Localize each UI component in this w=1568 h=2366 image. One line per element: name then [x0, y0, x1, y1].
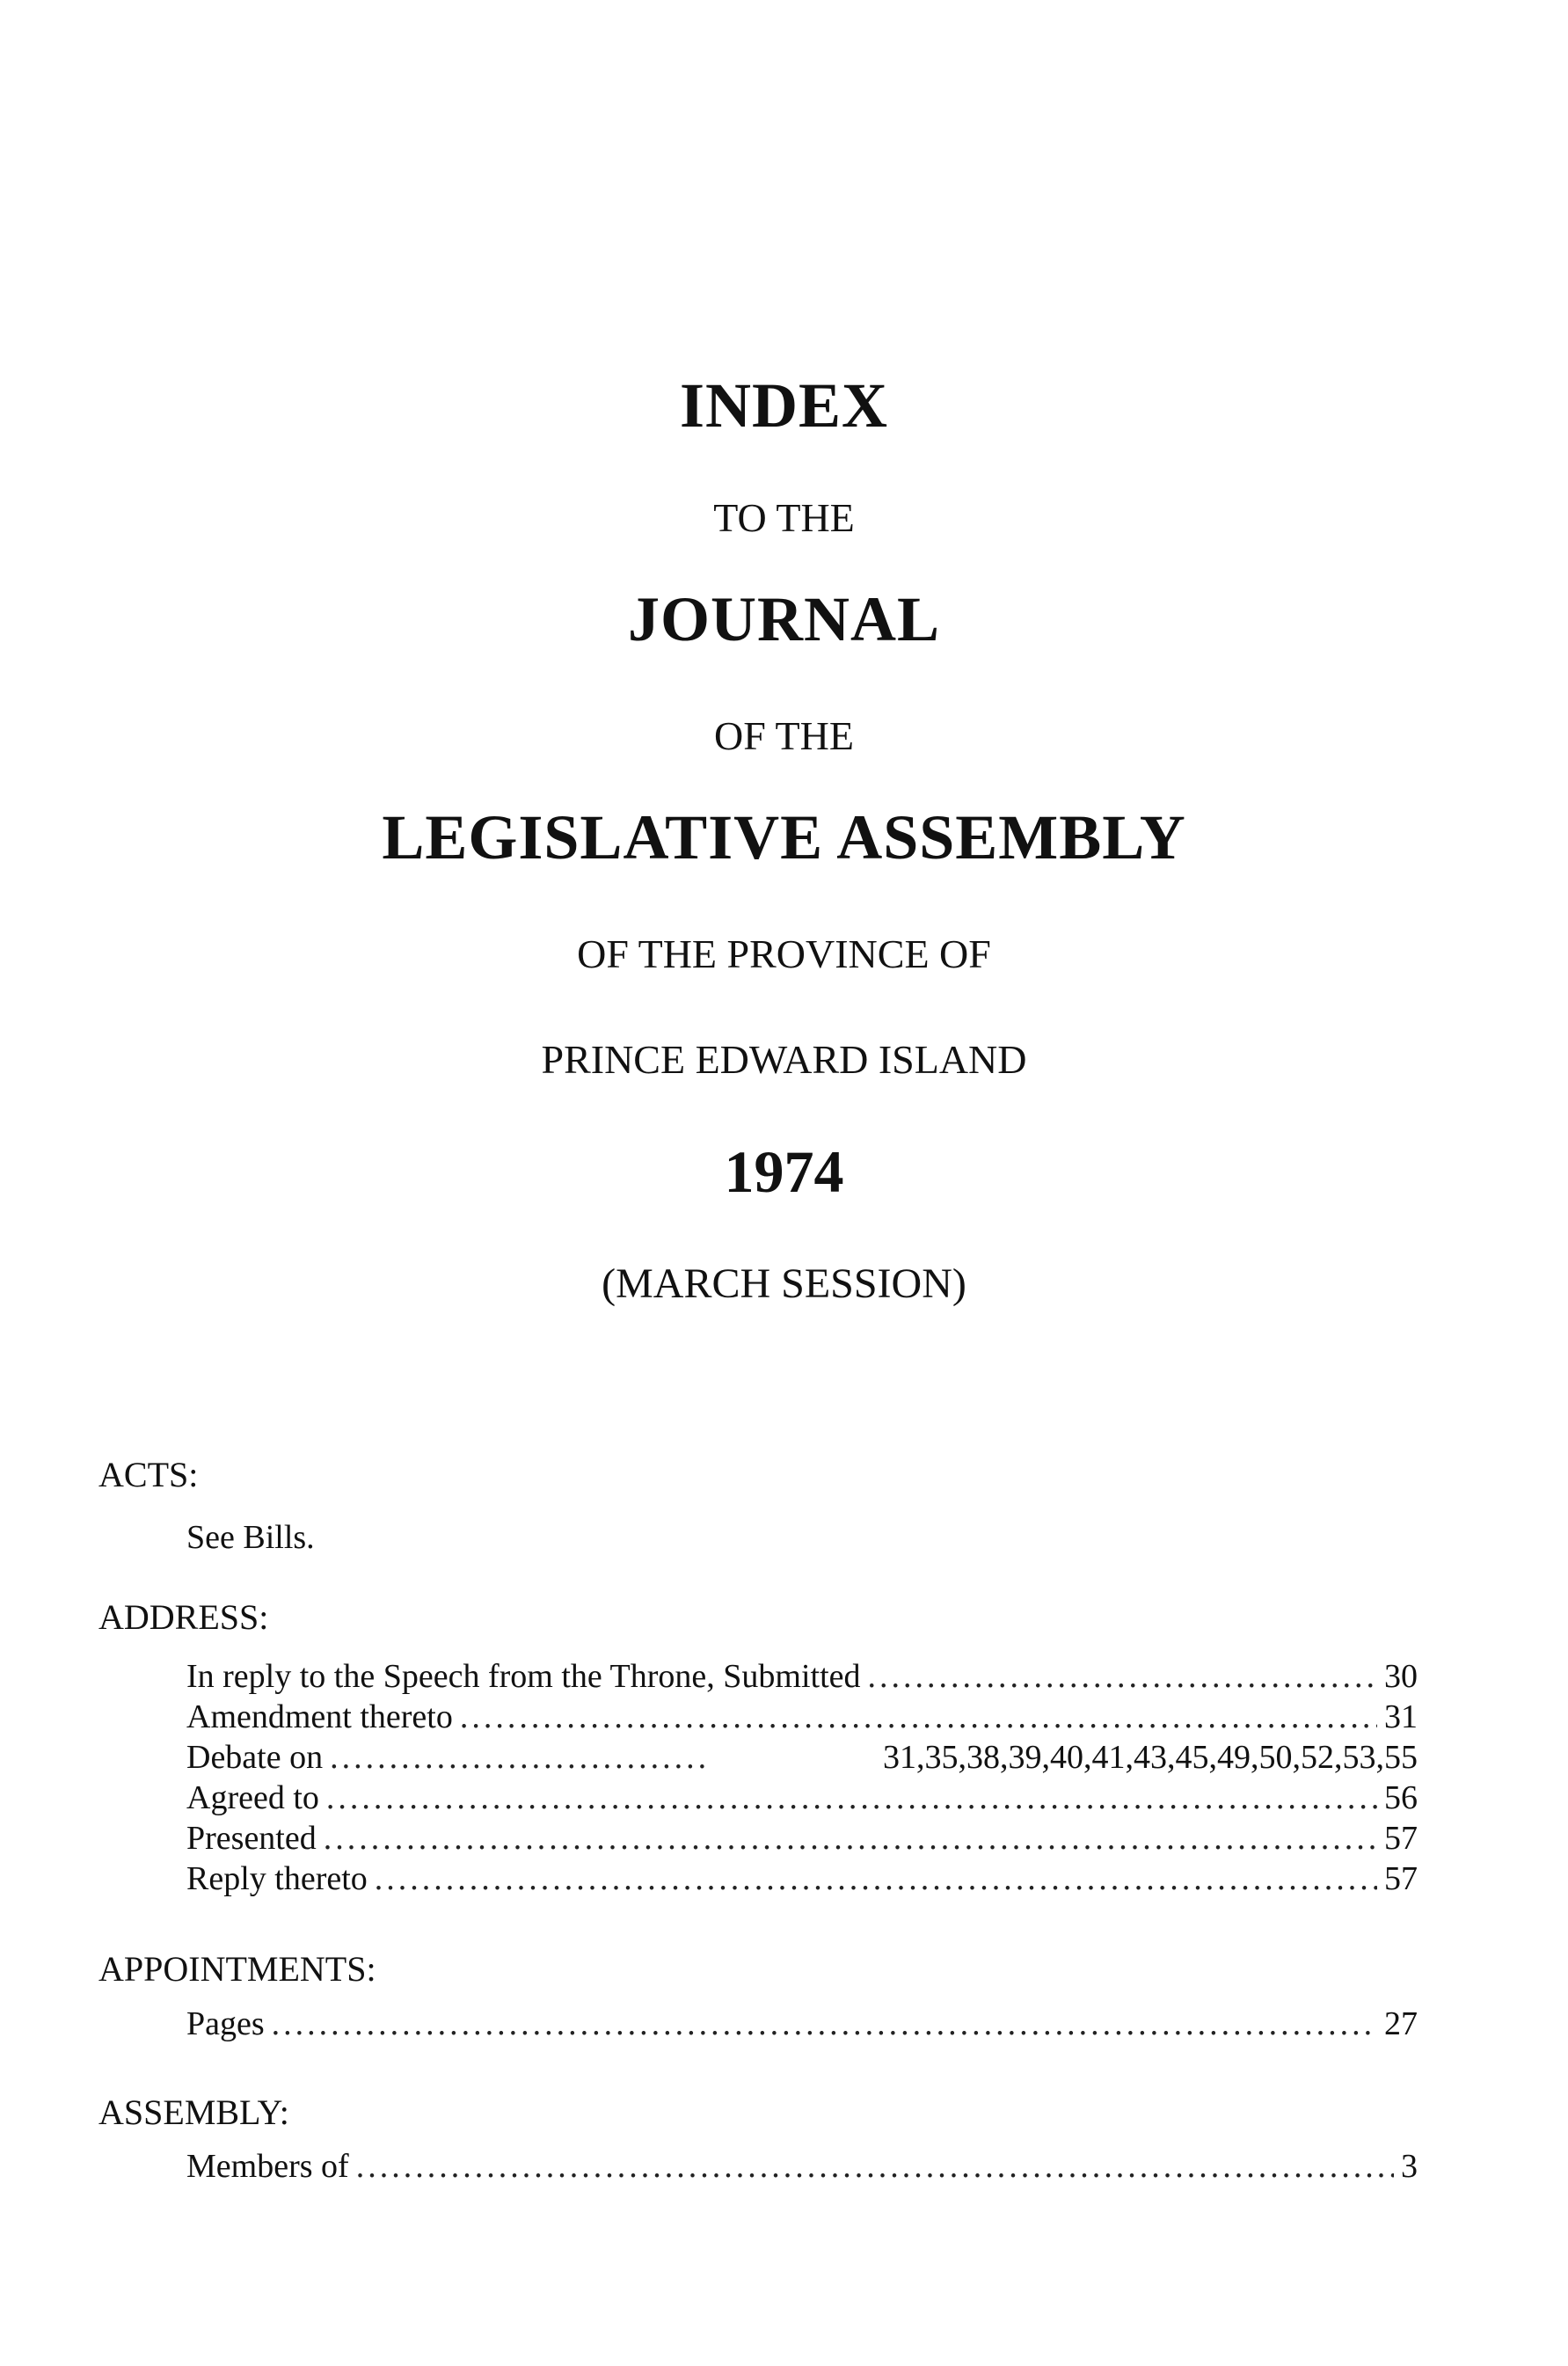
index-entry: [186, 1697, 1418, 1737]
entry-label: In reply to the Speech from the Throne, Submitted: [186, 1658, 861, 1695]
dot-leader: [330, 1737, 708, 1778]
heading-assembly: ASSEMBLY:: [98, 2092, 289, 2132]
entry-label: Reply thereto: [186, 1860, 368, 1897]
heading-acts: ACTS:: [98, 1455, 199, 1494]
heading-appointments: APPOINTMENTS:: [98, 1949, 376, 1989]
dot-leader: [356, 2146, 1394, 2187]
index-entry: [186, 2004, 1418, 2044]
index-entry: [186, 1778, 1418, 1818]
index-entry: [186, 1818, 1418, 1858]
index-entry: [186, 1858, 1418, 1899]
entry-label: Members of: [186, 2148, 349, 2185]
heading-address: ADDRESS:: [98, 1597, 269, 1637]
dot-leader: [324, 1818, 1377, 1858]
entry-label: Presented: [186, 1820, 317, 1857]
index-entry: [186, 1656, 1418, 1697]
title-of-the: OF THE: [714, 713, 854, 758]
entry-pages: 30: [1384, 1658, 1418, 1695]
entry-pages: 57: [1384, 1860, 1418, 1897]
title-to-the: TO THE: [713, 495, 855, 540]
dot-leader: [460, 1697, 1377, 1737]
dot-leader: [272, 2004, 1377, 2044]
dot-leader: [375, 1858, 1377, 1899]
title-of-the-province-of: OF THE PROVINCE OF: [577, 931, 991, 976]
title-prince-edward-island: PRINCE EDWARD ISLAND: [541, 1037, 1027, 1082]
entry-label: Debate on: [186, 1739, 324, 1776]
entry-pages: 27: [1384, 2005, 1418, 2042]
dot-leader: [868, 1656, 1377, 1697]
title-year: 1974: [724, 1138, 844, 1205]
entry-label: Agreed to: [186, 1779, 319, 1816]
entry-pages: 57: [1384, 1820, 1418, 1857]
entry-label: Amendment thereto: [186, 1698, 453, 1735]
acts-see-bills: See Bills.: [186, 1519, 315, 1556]
dot-leader: [326, 1778, 1377, 1818]
title-legislative-assembly: LEGISLATIVE ASSEMBLY: [382, 802, 1186, 873]
entry-pages: 31: [1384, 1698, 1418, 1735]
entry-pages: 3: [1401, 2148, 1418, 2185]
entry-pages: 56: [1384, 1779, 1418, 1816]
title-journal: JOURNAL: [627, 584, 940, 654]
index-entry: [186, 2146, 1418, 2187]
title-session: (MARCH SESSION): [602, 1260, 966, 1307]
index-entry: [186, 1737, 1418, 1778]
title-index: INDEX: [679, 370, 889, 441]
entry-pages: 31,35,38,39,40,41,43,45,49,50,52,53,55: [883, 1739, 1418, 1776]
entry-label: Pages: [186, 2005, 265, 2042]
